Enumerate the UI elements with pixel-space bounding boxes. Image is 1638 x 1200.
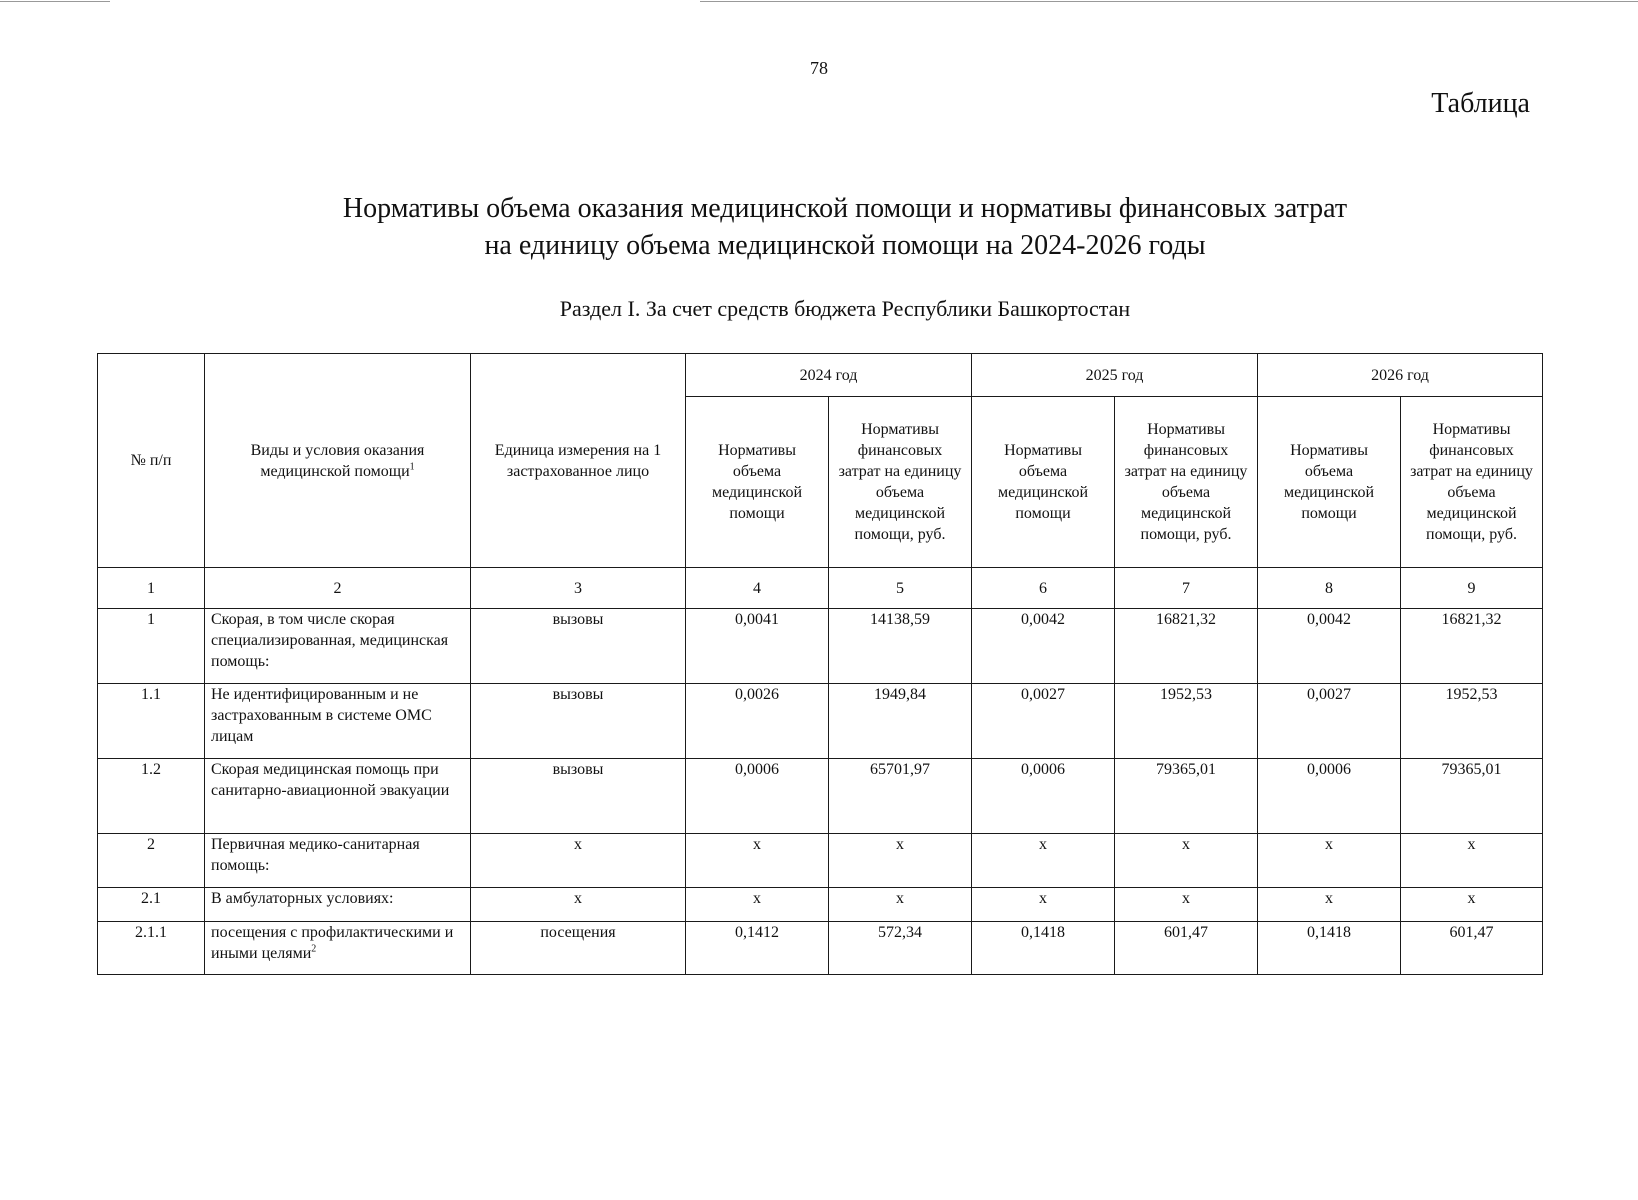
row-name <box>205 684 471 759</box>
table-row <box>98 834 1543 888</box>
row-unit: вызовы <box>471 759 686 834</box>
row-no: 1.2 <box>98 759 205 834</box>
cost-2025: х <box>1115 834 1258 888</box>
header-row-years <box>98 354 1543 397</box>
volume-2024: 0,0026 <box>686 684 829 759</box>
row-name <box>205 759 471 834</box>
norms-table <box>97 353 1543 975</box>
volume-2025: 0,0027 <box>972 684 1115 759</box>
row-name-text: посещения с профилактическими и иными целями <box>211 924 454 962</box>
volume-2026: х <box>1258 834 1401 888</box>
table-row <box>98 684 1543 759</box>
table-label: Таблица <box>1431 88 1530 119</box>
row-name-text: Скорая, в том числе скорая специализированная, медицинская помощь: <box>211 611 449 670</box>
header-type-text: Виды и условия оказания медицинской помощи <box>250 441 425 480</box>
title-line-2: на единицу объема медицинской помощи на 2024-2026 годы <box>484 230 1206 261</box>
cost-2026: 79365,01 <box>1401 759 1543 834</box>
cost-2024: х <box>829 888 972 922</box>
row-no: 2 <box>98 834 205 888</box>
cost-2026: 1952,53 <box>1401 684 1543 759</box>
header-cost-2024: Нормативы финансовых затрат на единицу объема медицинской помощи, руб. <box>829 397 972 568</box>
volume-2025: 0,1418 <box>972 922 1115 975</box>
column-number-row <box>98 568 1543 609</box>
row-name <box>205 888 471 922</box>
header-year-2024: 2024 год <box>686 354 972 397</box>
cost-2024: 1949,84 <box>829 684 972 759</box>
volume-2026: 0,1418 <box>1258 922 1401 975</box>
table-row <box>98 888 1543 922</box>
row-no: 1.1 <box>98 684 205 759</box>
cost-2025: 79365,01 <box>1115 759 1258 834</box>
column-number: 4 <box>686 568 829 609</box>
row-footnote: 2 <box>311 943 317 955</box>
volume-2026: х <box>1258 888 1401 922</box>
column-number: 2 <box>205 568 471 609</box>
title-line-1: Нормативы объема оказания медицинской помощи и нормативы финансовых затрат <box>342 193 1348 224</box>
volume-2026: 0,0006 <box>1258 759 1401 834</box>
table-row <box>98 609 1543 684</box>
column-number: 6 <box>972 568 1115 609</box>
page-number: 78 <box>810 58 828 78</box>
cost-2026: х <box>1401 888 1543 922</box>
row-unit: х <box>471 834 686 888</box>
footnote-marker: 1 <box>409 461 415 473</box>
section-heading: Раздел I. За счет средств бюджета Республики Башкортостан <box>559 296 1131 321</box>
column-number: 3 <box>471 568 686 609</box>
volume-2025: х <box>972 888 1115 922</box>
row-name <box>205 609 471 684</box>
column-number: 8 <box>1258 568 1401 609</box>
cost-2025: 1952,53 <box>1115 684 1258 759</box>
header-cost-2026: Нормативы финансовых затрат на единицу объема медицинской помощи, руб. <box>1401 397 1543 568</box>
cost-2025: 601,47 <box>1115 922 1258 975</box>
cost-2024: 14138,59 <box>829 609 972 684</box>
header-year-2025: 2025 год <box>972 354 1258 397</box>
row-no: 2.1.1 <box>98 922 205 975</box>
document-title <box>0 190 1638 264</box>
header-year-2026: 2026 год <box>1258 354 1543 397</box>
scan-edge-line <box>0 1 110 2</box>
row-unit: посещения <box>471 922 686 975</box>
row-unit: вызовы <box>471 684 686 759</box>
header-cost-2025: Нормативы финансовых затрат на единицу объема медицинской помощи, руб. <box>1115 397 1258 568</box>
column-number: 1 <box>98 568 205 609</box>
row-name-text: В амбулаторных условиях: <box>211 890 394 907</box>
row-name <box>205 922 471 975</box>
cost-2026: х <box>1401 834 1543 888</box>
row-name-text: Скорая медицинская помощь при санитарно-авиационной эвакуации <box>211 761 450 799</box>
column-number: 9 <box>1401 568 1543 609</box>
header-unit: Единица измерения на 1 застрахованное лицо <box>471 354 686 568</box>
cost-2026: 601,47 <box>1401 922 1543 975</box>
header-volume-2025: Нормативы объема медицинской помощи <box>972 397 1115 568</box>
volume-2026: 0,0042 <box>1258 609 1401 684</box>
row-no: 1 <box>98 609 205 684</box>
header-volume-2024: Нормативы объема медицинской помощи <box>686 397 829 568</box>
column-number: 5 <box>829 568 972 609</box>
volume-2025: 0,0006 <box>972 759 1115 834</box>
row-name-text: Не идентифицированным и не застрахованным в системе ОМС лицам <box>211 686 432 745</box>
volume-2026: 0,0027 <box>1258 684 1401 759</box>
column-number: 7 <box>1115 568 1258 609</box>
cost-2025: х <box>1115 888 1258 922</box>
volume-2024: 0,0041 <box>686 609 829 684</box>
volume-2024: х <box>686 888 829 922</box>
cost-2024: 65701,97 <box>829 759 972 834</box>
scan-edge-line <box>700 1 1638 2</box>
row-name <box>205 834 471 888</box>
row-no: 2.1 <box>98 888 205 922</box>
header-no: № п/п <box>98 354 205 568</box>
cost-2024: 572,34 <box>829 922 972 975</box>
cost-2025: 16821,32 <box>1115 609 1258 684</box>
volume-2024: 0,1412 <box>686 922 829 975</box>
table-row <box>98 759 1543 834</box>
volume-2025: х <box>972 834 1115 888</box>
header-type <box>205 354 471 568</box>
volume-2025: 0,0042 <box>972 609 1115 684</box>
header-volume-2026: Нормативы объема медицинской помощи <box>1258 397 1401 568</box>
volume-2024: 0,0006 <box>686 759 829 834</box>
cost-2024: х <box>829 834 972 888</box>
row-name-text: Первичная медико-санитарная помощь: <box>211 836 420 874</box>
row-unit: вызовы <box>471 609 686 684</box>
table-row <box>98 922 1543 975</box>
volume-2024: х <box>686 834 829 888</box>
cost-2026: 16821,32 <box>1401 609 1543 684</box>
row-unit: х <box>471 888 686 922</box>
